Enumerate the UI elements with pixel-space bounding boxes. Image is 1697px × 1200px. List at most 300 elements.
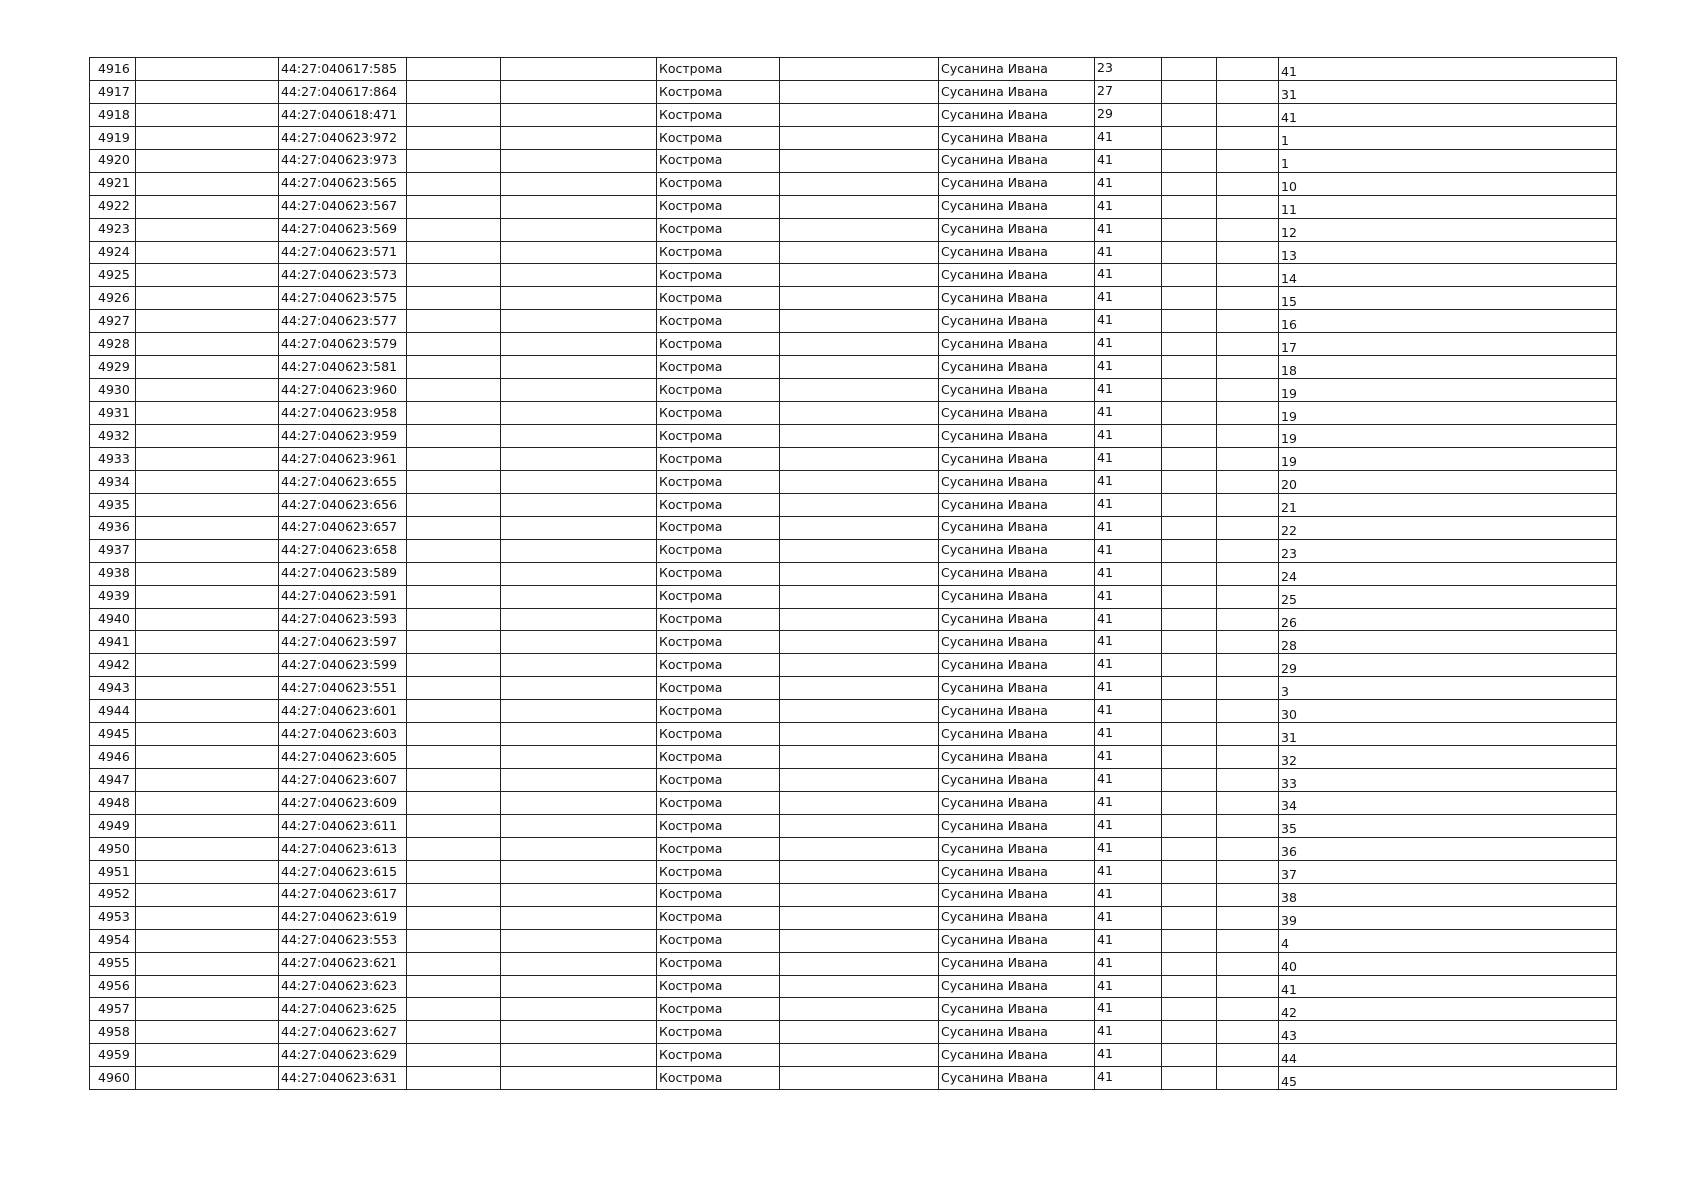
table-row: [90, 906, 1617, 929]
table-row: [90, 80, 1617, 103]
empty-cell: [780, 356, 939, 379]
empty-cell: [501, 585, 657, 608]
empty-cell: [136, 310, 279, 333]
empty-cell: [780, 700, 939, 723]
table-row: [90, 149, 1617, 172]
city-cell: Кострома: [657, 814, 780, 837]
empty-cell: [1217, 792, 1279, 815]
empty-cell: [407, 975, 501, 998]
house-number-cell: 41: [1095, 608, 1162, 631]
cadastral-number-cell: 44:27:040623:579: [279, 333, 407, 356]
cadastral-number-cell: 44:27:040623:973: [279, 149, 407, 172]
empty-cell: [501, 837, 657, 860]
empty-cell: [780, 80, 939, 103]
cadastral-number-cell: 44:27:040623:658: [279, 539, 407, 562]
cadastral-number-cell: 44:27:040618:471: [279, 103, 407, 126]
empty-cell: [1217, 333, 1279, 356]
empty-cell: [1162, 195, 1217, 218]
apartment-number-cell: 40: [1279, 952, 1617, 975]
empty-cell: [1162, 356, 1217, 379]
house-number-cell: 41: [1095, 1067, 1162, 1090]
empty-cell: [407, 585, 501, 608]
table-row: [90, 677, 1617, 700]
empty-cell: [501, 608, 657, 631]
apartment-number-cell: 3: [1279, 677, 1617, 700]
house-number-cell: 41: [1095, 1044, 1162, 1067]
empty-cell: [1162, 218, 1217, 241]
empty-cell: [1217, 585, 1279, 608]
cadastral-number-cell: 44:27:040623:573: [279, 264, 407, 287]
table-row: [90, 700, 1617, 723]
street-cell: Сусанина Ивана: [939, 929, 1095, 952]
house-number-cell: 41: [1095, 654, 1162, 677]
row-number-cell: 4923: [90, 218, 136, 241]
house-number-cell: 41: [1095, 746, 1162, 769]
empty-cell: [1162, 746, 1217, 769]
empty-cell: [501, 241, 657, 264]
apartment-number-cell: 19: [1279, 379, 1617, 402]
table-row: [90, 769, 1617, 792]
empty-cell: [407, 723, 501, 746]
apartment-number-cell: 19: [1279, 402, 1617, 425]
empty-cell: [1162, 608, 1217, 631]
empty-cell: [407, 837, 501, 860]
house-number-cell: 41: [1095, 792, 1162, 815]
cadastral-number-cell: 44:27:040623:571: [279, 241, 407, 264]
empty-cell: [136, 493, 279, 516]
empty-cell: [1217, 402, 1279, 425]
city-cell: Кострома: [657, 287, 780, 310]
empty-cell: [780, 103, 939, 126]
empty-cell: [780, 425, 939, 448]
empty-cell: [1162, 952, 1217, 975]
city-cell: Кострома: [657, 333, 780, 356]
house-number-cell: 27: [1095, 80, 1162, 103]
row-number-cell: 4929: [90, 356, 136, 379]
empty-cell: [407, 654, 501, 677]
registry-table: [89, 57, 1617, 1090]
city-cell: Кострома: [657, 860, 780, 883]
apartment-number-cell: 30: [1279, 700, 1617, 723]
table-row: [90, 929, 1617, 952]
cadastral-number-cell: 44:27:040623:655: [279, 470, 407, 493]
empty-cell: [407, 1044, 501, 1067]
empty-cell: [1217, 814, 1279, 837]
cadastral-number-cell: 44:27:040623:611: [279, 814, 407, 837]
cadastral-number-cell: 44:27:040623:958: [279, 402, 407, 425]
empty-cell: [136, 287, 279, 310]
empty-cell: [136, 631, 279, 654]
street-cell: Сусанина Ивана: [939, 837, 1095, 860]
apartment-number-cell: 38: [1279, 883, 1617, 906]
empty-cell: [136, 792, 279, 815]
row-number-cell: 4956: [90, 975, 136, 998]
empty-cell: [501, 539, 657, 562]
empty-cell: [136, 149, 279, 172]
empty-cell: [407, 998, 501, 1021]
row-number-cell: 4948: [90, 792, 136, 815]
city-cell: Кострома: [657, 975, 780, 998]
cadastral-number-cell: 44:27:040623:607: [279, 769, 407, 792]
street-cell: Сусанина Ивана: [939, 562, 1095, 585]
row-number-cell: 4937: [90, 539, 136, 562]
table-row: [90, 814, 1617, 837]
apartment-number-cell: 20: [1279, 470, 1617, 493]
row-number-cell: 4933: [90, 447, 136, 470]
empty-cell: [407, 425, 501, 448]
empty-cell: [1217, 149, 1279, 172]
city-cell: Кострома: [657, 58, 780, 81]
cadastral-number-cell: 44:27:040623:621: [279, 952, 407, 975]
row-number-cell: 4939: [90, 585, 136, 608]
apartment-number-cell: 14: [1279, 264, 1617, 287]
table-row: [90, 493, 1617, 516]
row-number-cell: 4950: [90, 837, 136, 860]
empty-cell: [136, 883, 279, 906]
street-cell: Сусанина Ивана: [939, 241, 1095, 264]
street-cell: Сусанина Ивана: [939, 58, 1095, 81]
empty-cell: [1217, 952, 1279, 975]
city-cell: Кострома: [657, 585, 780, 608]
house-number-cell: 41: [1095, 241, 1162, 264]
city-cell: Кострома: [657, 218, 780, 241]
street-cell: Сусанина Ивана: [939, 1044, 1095, 1067]
apartment-number-cell: 44: [1279, 1044, 1617, 1067]
empty-cell: [136, 837, 279, 860]
empty-cell: [780, 126, 939, 149]
empty-cell: [1162, 792, 1217, 815]
row-number-cell: 4958: [90, 1021, 136, 1044]
house-number-cell: 41: [1095, 677, 1162, 700]
street-cell: Сусанина Ивана: [939, 585, 1095, 608]
empty-cell: [407, 447, 501, 470]
city-cell: Кострома: [657, 425, 780, 448]
street-cell: Сусанина Ивана: [939, 172, 1095, 195]
empty-cell: [1217, 906, 1279, 929]
empty-cell: [780, 585, 939, 608]
apartment-number-cell: 17: [1279, 333, 1617, 356]
empty-cell: [407, 1067, 501, 1090]
cadastral-number-cell: 44:27:040617:864: [279, 80, 407, 103]
empty-cell: [1162, 814, 1217, 837]
empty-cell: [1217, 379, 1279, 402]
apartment-number-cell: 34: [1279, 792, 1617, 815]
empty-cell: [1217, 126, 1279, 149]
empty-cell: [1217, 998, 1279, 1021]
house-number-cell: 41: [1095, 769, 1162, 792]
empty-cell: [501, 172, 657, 195]
empty-cell: [407, 126, 501, 149]
cadastral-number-cell: 44:27:040617:585: [279, 58, 407, 81]
row-number-cell: 4960: [90, 1067, 136, 1090]
empty-cell: [1217, 447, 1279, 470]
table-row: [90, 103, 1617, 126]
empty-cell: [136, 562, 279, 585]
empty-cell: [136, 103, 279, 126]
city-cell: Кострома: [657, 80, 780, 103]
empty-cell: [1162, 1021, 1217, 1044]
empty-cell: [136, 447, 279, 470]
street-cell: Сусанина Ивана: [939, 608, 1095, 631]
empty-cell: [1162, 241, 1217, 264]
table-row: [90, 333, 1617, 356]
empty-cell: [407, 608, 501, 631]
empty-cell: [1162, 585, 1217, 608]
cadastral-number-cell: 44:27:040623:601: [279, 700, 407, 723]
empty-cell: [780, 608, 939, 631]
city-cell: Кострома: [657, 402, 780, 425]
row-number-cell: 4916: [90, 58, 136, 81]
empty-cell: [780, 792, 939, 815]
empty-cell: [136, 126, 279, 149]
empty-cell: [1217, 608, 1279, 631]
row-number-cell: 4955: [90, 952, 136, 975]
empty-cell: [1162, 103, 1217, 126]
street-cell: Сусанина Ивана: [939, 264, 1095, 287]
empty-cell: [1217, 539, 1279, 562]
street-cell: Сусанина Ивана: [939, 883, 1095, 906]
street-cell: Сусанина Ивана: [939, 539, 1095, 562]
empty-cell: [501, 769, 657, 792]
city-cell: Кострома: [657, 952, 780, 975]
street-cell: Сусанина Ивана: [939, 792, 1095, 815]
empty-cell: [1162, 1044, 1217, 1067]
cadastral-number-cell: 44:27:040623:961: [279, 447, 407, 470]
empty-cell: [407, 677, 501, 700]
house-number-cell: 41: [1095, 195, 1162, 218]
house-number-cell: 41: [1095, 425, 1162, 448]
street-cell: Сусанина Ивана: [939, 195, 1095, 218]
empty-cell: [780, 333, 939, 356]
empty-cell: [136, 264, 279, 287]
table-row: [90, 172, 1617, 195]
apartment-number-cell: 18: [1279, 356, 1617, 379]
row-number-cell: 4931: [90, 402, 136, 425]
apartment-number-cell: 41: [1279, 58, 1617, 81]
empty-cell: [780, 447, 939, 470]
apartment-number-cell: 24: [1279, 562, 1617, 585]
empty-cell: [407, 149, 501, 172]
row-number-cell: 4941: [90, 631, 136, 654]
empty-cell: [407, 631, 501, 654]
apartment-number-cell: 19: [1279, 447, 1617, 470]
empty-cell: [1217, 493, 1279, 516]
city-cell: Кострома: [657, 837, 780, 860]
cadastral-number-cell: 44:27:040623:627: [279, 1021, 407, 1044]
city-cell: Кострома: [657, 723, 780, 746]
apartment-number-cell: 1: [1279, 126, 1617, 149]
empty-cell: [780, 149, 939, 172]
cadastral-number-cell: 44:27:040623:609: [279, 792, 407, 815]
empty-cell: [136, 608, 279, 631]
empty-cell: [501, 80, 657, 103]
empty-cell: [780, 287, 939, 310]
row-number-cell: 4930: [90, 379, 136, 402]
apartment-number-cell: 28: [1279, 631, 1617, 654]
cadastral-number-cell: 44:27:040623:567: [279, 195, 407, 218]
apartment-number-cell: 11: [1279, 195, 1617, 218]
row-number-cell: 4944: [90, 700, 136, 723]
empty-cell: [501, 58, 657, 81]
row-number-cell: 4935: [90, 493, 136, 516]
empty-cell: [1217, 929, 1279, 952]
empty-cell: [1217, 746, 1279, 769]
city-cell: Кострома: [657, 516, 780, 539]
empty-cell: [407, 356, 501, 379]
empty-cell: [407, 80, 501, 103]
row-number-cell: 4927: [90, 310, 136, 333]
empty-cell: [407, 860, 501, 883]
empty-cell: [136, 80, 279, 103]
city-cell: Кострома: [657, 470, 780, 493]
empty-cell: [501, 103, 657, 126]
house-number-cell: 41: [1095, 860, 1162, 883]
city-cell: Кострома: [657, 539, 780, 562]
table-row: [90, 654, 1617, 677]
empty-cell: [780, 723, 939, 746]
empty-cell: [780, 516, 939, 539]
row-number-cell: 4918: [90, 103, 136, 126]
empty-cell: [780, 883, 939, 906]
empty-cell: [1162, 264, 1217, 287]
empty-cell: [1217, 1044, 1279, 1067]
empty-cell: [780, 172, 939, 195]
street-cell: Сусанина Ивана: [939, 700, 1095, 723]
street-cell: Сусанина Ивана: [939, 218, 1095, 241]
house-number-cell: 41: [1095, 126, 1162, 149]
cadastral-number-cell: 44:27:040623:617: [279, 883, 407, 906]
street-cell: Сусанина Ивана: [939, 906, 1095, 929]
apartment-number-cell: 39: [1279, 906, 1617, 929]
empty-cell: [501, 1044, 657, 1067]
table-row: [90, 447, 1617, 470]
house-number-cell: 41: [1095, 723, 1162, 746]
empty-cell: [407, 172, 501, 195]
apartment-number-cell: 10: [1279, 172, 1617, 195]
apartment-number-cell: 4: [1279, 929, 1617, 952]
empty-cell: [407, 58, 501, 81]
cadastral-number-cell: 44:27:040623:565: [279, 172, 407, 195]
apartment-number-cell: 37: [1279, 860, 1617, 883]
cadastral-number-cell: 44:27:040623:597: [279, 631, 407, 654]
empty-cell: [501, 631, 657, 654]
empty-cell: [1162, 470, 1217, 493]
street-cell: Сусанина Ивана: [939, 1021, 1095, 1044]
empty-cell: [1162, 654, 1217, 677]
empty-cell: [780, 402, 939, 425]
house-number-cell: 41: [1095, 149, 1162, 172]
table-row: [90, 356, 1617, 379]
empty-cell: [1162, 379, 1217, 402]
empty-cell: [501, 218, 657, 241]
city-cell: Кострома: [657, 608, 780, 631]
empty-cell: [780, 58, 939, 81]
empty-cell: [501, 723, 657, 746]
empty-cell: [1217, 356, 1279, 379]
row-number-cell: 4938: [90, 562, 136, 585]
empty-cell: [501, 447, 657, 470]
apartment-number-cell: 16: [1279, 310, 1617, 333]
row-number-cell: 4959: [90, 1044, 136, 1067]
table-row: [90, 883, 1617, 906]
apartment-number-cell: 22: [1279, 516, 1617, 539]
empty-cell: [1217, 516, 1279, 539]
empty-cell: [780, 470, 939, 493]
empty-cell: [501, 746, 657, 769]
empty-cell: [1217, 1067, 1279, 1090]
empty-cell: [407, 539, 501, 562]
street-cell: Сусанина Ивана: [939, 425, 1095, 448]
cadastral-number-cell: 44:27:040623:960: [279, 379, 407, 402]
row-number-cell: 4928: [90, 333, 136, 356]
empty-cell: [407, 470, 501, 493]
empty-cell: [501, 425, 657, 448]
empty-cell: [501, 310, 657, 333]
empty-cell: [136, 172, 279, 195]
empty-cell: [780, 654, 939, 677]
row-number-cell: 4952: [90, 883, 136, 906]
empty-cell: [501, 814, 657, 837]
empty-cell: [780, 241, 939, 264]
empty-cell: [407, 952, 501, 975]
empty-cell: [1162, 493, 1217, 516]
cadastral-number-cell: 44:27:040623:619: [279, 906, 407, 929]
row-number-cell: 4940: [90, 608, 136, 631]
table-row: [90, 539, 1617, 562]
cadastral-number-cell: 44:27:040623:591: [279, 585, 407, 608]
empty-cell: [1217, 700, 1279, 723]
cadastral-number-cell: 44:27:040623:603: [279, 723, 407, 746]
house-number-cell: 41: [1095, 402, 1162, 425]
street-cell: Сусанина Ивана: [939, 677, 1095, 700]
empty-cell: [501, 493, 657, 516]
empty-cell: [1162, 126, 1217, 149]
row-number-cell: 4926: [90, 287, 136, 310]
empty-cell: [136, 975, 279, 998]
empty-cell: [136, 700, 279, 723]
street-cell: Сусанина Ивана: [939, 310, 1095, 333]
empty-cell: [501, 952, 657, 975]
table-row: [90, 470, 1617, 493]
empty-cell: [501, 700, 657, 723]
empty-cell: [136, 379, 279, 402]
table-row: [90, 402, 1617, 425]
empty-cell: [780, 975, 939, 998]
empty-cell: [136, 470, 279, 493]
city-cell: Кострома: [657, 562, 780, 585]
empty-cell: [1217, 677, 1279, 700]
empty-cell: [501, 906, 657, 929]
table-row: [90, 264, 1617, 287]
empty-cell: [780, 218, 939, 241]
table-row: [90, 723, 1617, 746]
empty-cell: [780, 195, 939, 218]
house-number-cell: 41: [1095, 516, 1162, 539]
house-number-cell: 29: [1095, 103, 1162, 126]
apartment-number-cell: 19: [1279, 425, 1617, 448]
row-number-cell: 4936: [90, 516, 136, 539]
street-cell: Сусанина Ивана: [939, 149, 1095, 172]
city-cell: Кострома: [657, 264, 780, 287]
empty-cell: [407, 402, 501, 425]
street-cell: Сусанина Ивана: [939, 356, 1095, 379]
empty-cell: [407, 1021, 501, 1044]
empty-cell: [780, 860, 939, 883]
empty-cell: [780, 952, 939, 975]
empty-cell: [1162, 333, 1217, 356]
cadastral-number-cell: 44:27:040623:589: [279, 562, 407, 585]
empty-cell: [136, 814, 279, 837]
